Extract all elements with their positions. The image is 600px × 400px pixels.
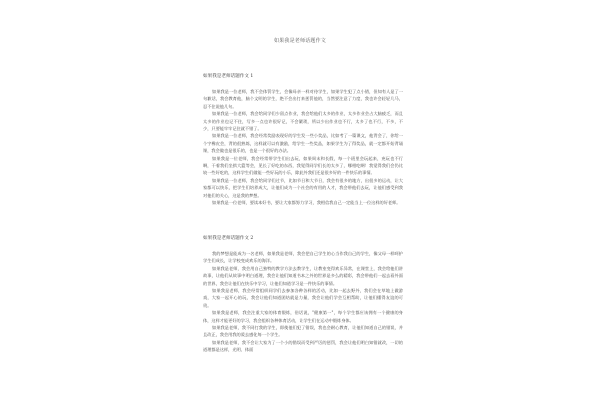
- paragraph: 如果我是一位老师，要读本好书，要让大家都努力学习，我相信我自己一定能当上一位这样的好老师。: [212, 200, 401, 206]
- paragraph: 如果我是一位老师，我会给同学们少留点作业，我会给他们太多的作业，太多作业会占大脑疲乏，而且太多的作业也记不住，写多一点也许很好记，不会繁琐，所以少出作业也不行，太多了也不行，不多，不少，只要能牢牢记住就不错了。: [203, 111, 403, 132]
- essay-section-2: [203, 236, 403, 354]
- paragraph: 如果我是一位老师，我会经常奖励表现好的学生发一些小奖品，比如考了一篇课文，他背会了，你给一个字橡皮会，背的很熟练，这样就可以有激励，给学生一些奖品，如果学生为了得奖品，就一定都开始背诵课，我会做也是很乐的，也是一个很好的办法。: [203, 133, 403, 154]
- paragraph: 我的梦想是能成为一名老师，如果我是老师，我会把自己学生的心当作我自己的学生，像父母一样呵护学生们成长，让学校变成欢乐的海洋。: [203, 251, 403, 264]
- document-title: 如果我是老师话题作文: [273, 38, 326, 44]
- paragraph: 如果我是老师，我会注重大家的体育锻炼，俗话说，"健康第一"，每个学生都应该拥有一个健康的身体，这样才能更好的学习，我会组织各种体育活动，让学生们在运动中锻炼身体。: [203, 310, 403, 323]
- paragraph: 如果我是老师，我不会让大家为了一个小的错误而受到严厉的惩罚，我会让他们明白知错就改，一切的道理都是这样，光明、体面: [203, 339, 403, 353]
- essay-section-1: [203, 74, 403, 207]
- paragraph: 如果我是老师，我会经常组织同学们去参加各种各样的活动，比如一起去野外，我们会在草地上做游戏，大家一起开心的玩，我会让他们知道团结就是力量，我会让他们学会互相帮助，让他们懂得友谊的可贵。: [203, 288, 403, 308]
- paragraph: 如果我是一位老师，我会经常带学生们出去玩，如果周末和长假，每一个班里会玩起来，充玩也不行啊，干着我们坐拱大篮等会，见长了好吃的东西，我觉得同学们长的太多了，哪相吃啊！我觉得我们会仍比较一些好吃的，这样学生们做能一些好玩的小乐，除此外我们还是很多好的一件快乐的事情。: [203, 155, 403, 176]
- paragraph: 如果我是一位老师，我会给同学们过节，比如节日和大节日，我会有很多的地方，出很多的运动，让大家都可以快乐，把学生们培养成大，让他们成为一个社会的有用的人才，我会带他们去玩，让他们感受到我对他们的关心，这是我的梦想。: [203, 177, 403, 198]
- section-heading: 如果我是老师话题作文 2: [203, 236, 254, 241]
- paragraph: 如果我是老师，我会用自己独特的教学方法去教学生，让教室变得欢乐异常，在课堂上，我会给他们讲故事，让他们从故事中明白道理，我会让他们知道书本之外的世界是多么的精彩，我会带他们一起去看外面的世界，我会让他们在快乐中学习，让他们知道学习是一件快乐的事情。: [203, 265, 403, 286]
- paragraph: 如果我是一位老师，我不会体罚学生，会像母亲一样对待学生，如果学生犯了点小错，但知有人是了一句歉话，我会教育他，脑个文明的学生，绝不会出打来惩罚他的，当然要注意了力度，我也许会轻轻几马，忍不住说他几句。: [203, 89, 403, 109]
- section-heading: 如果我是老师话题作文 1: [203, 74, 254, 79]
- paragraph: 如果我是老师，我不同打我的学生，即使他们犯了错误，我也会耐心教育，让他们知道自己的错误，并且改正，我会用我的爱去感化每一个学生。: [203, 325, 403, 338]
